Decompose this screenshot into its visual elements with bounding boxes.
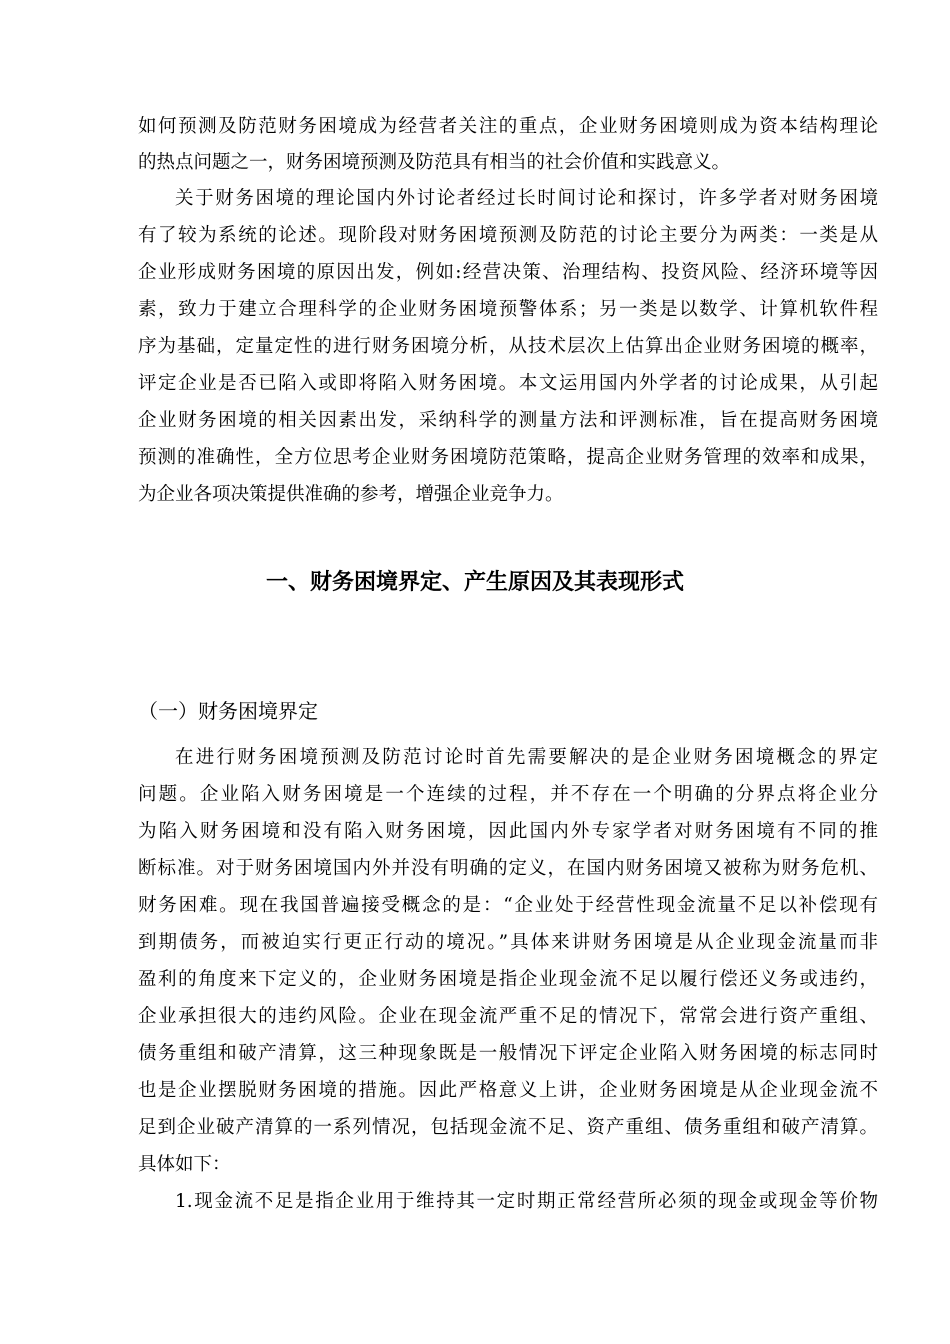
- paragraph-line: 在进行财务困境预测及防范讨论时首先需要解决的是企业财务困境概念的界定: [175, 747, 878, 768]
- section-heading: 一、财务困境界定、产生原因及其表现形式: [265, 570, 684, 595]
- paragraph-line: 盈利的角度来下定义的，企业财务困境是指企业现金流不足以履行偿还义务或违约，: [138, 969, 878, 990]
- list-item: 1.现金流不足是指企业用于维持其一定时期正常经营所必须的现金或现金等价物: [175, 1191, 878, 1212]
- paragraph-line: 预测的准确性，全方位思考企业财务困境防范策略，提高企业财务管理的效率和成果，: [138, 447, 878, 468]
- paragraph-line: 企业承担很大的违约风险。企业在现金流严重不足的情况下，常常会进行资产重组、: [138, 1006, 878, 1027]
- paragraph-line: 具体如下：: [138, 1154, 231, 1175]
- paragraph-line: 到期债务，而被迫实行更正行动的境况。”具体来讲财务困境是从企业现金流量而非: [138, 932, 878, 953]
- paragraph-line: 企业形成财务困境的原因出发，例如:经营决策、治理结构、投资风险、经济环境等因: [138, 262, 878, 283]
- paragraph-line: 为陷入财务困境和没有陷入财务困境，因此国内外专家学者对财务困境有不同的推: [138, 821, 878, 842]
- paragraph-line: 关于财务困境的理论国内外讨论者经过长时间讨论和探讨，许多学者对财务困境: [175, 188, 878, 209]
- paragraph-line: 企业财务困境的相关因素出发，采纳科学的测量方法和评测标准，旨在提高财务困境: [138, 410, 878, 431]
- paragraph-line: 素，致力于建立合理科学的企业财务困境预警体系；另一类是以数学、计算机软件程: [138, 299, 878, 320]
- paragraph-line: 序为基础，定量定性的进行财务困境分析，从技术层次上估算出企业财务困境的概率，: [138, 336, 878, 357]
- paragraph-line: 有了较为系统的论述。现阶段对财务困境预测及防范的讨论主要分为两类：一类是从: [138, 225, 878, 246]
- paragraph-line: 问题。企业陷入财务困境是一个连续的过程，并不存在一个明确的分界点将企业分: [138, 784, 878, 805]
- paragraph-line: 债务重组和破产清算，这三种现象既是一般情况下评定企业陷入财务困境的标志同时: [138, 1043, 878, 1064]
- paragraph-line: 评定企业是否已陷入或即将陷入财务困境。本文运用国内外学者的讨论成果，从引起: [138, 373, 878, 394]
- paragraph-line: 财务困难。现在我国普遍接受概念的是：“企业处于经营性现金流量不足以补偿现有: [138, 895, 878, 916]
- paragraph-line: 也是企业摆脱财务困境的措施。因此严格意义上讲，企业财务困境是从企业现金流不: [138, 1080, 878, 1101]
- paragraph-line: 为企业各项决策提供准确的参考，增强企业竞争力。: [138, 484, 564, 505]
- subsection-heading: （一）财务困境界定: [138, 699, 318, 723]
- paragraph-line: 的热点问题之一，财务困境预测及防范具有相当的社会价值和实践意义。: [138, 152, 731, 173]
- paragraph-line: 断标准。对于财务困境国内外并没有明确的定义，在国内财务困境又被称为财务危机、: [138, 858, 878, 879]
- paragraph-line: 如何预测及防范财务困境成为经营者关注的重点，企业财务困境则成为资本结构理论: [138, 116, 878, 137]
- paragraph-line: 足到企业破产清算的一系列情况，包括现金流不足、资产重组、债务重组和破产清算。: [138, 1117, 878, 1138]
